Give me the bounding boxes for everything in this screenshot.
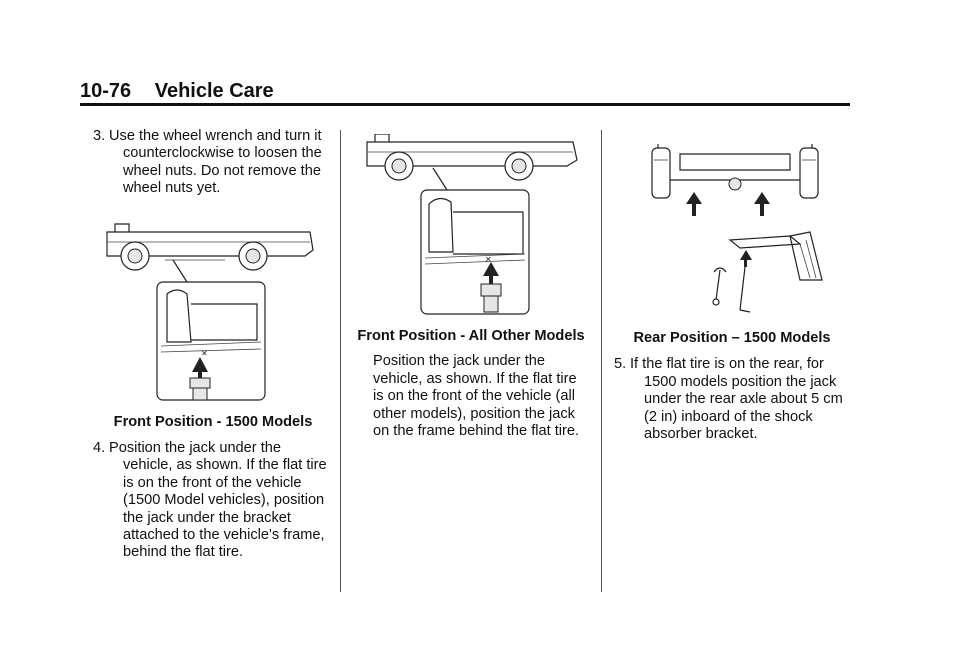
figure-rear-position-1500 [650,140,850,330]
column-1 [93,128,333,562]
step-5-number: 5. [614,356,627,373]
column-divider-1 [340,130,341,592]
step-4-number: 4. [93,440,106,457]
figure-2-caption: Front Position - All Other Models [357,328,585,344]
section-title: Vehicle Care [154,80,274,102]
step-5-text: If the flat tire is on the rear, for 1500 models position the jack under the rear axle about 5 cm (2 in) inboard of the shock absorber bracket. [630,356,843,443]
figure-3-caption: Rear Position – 1500 Models [633,330,831,346]
step-3 [93,128,333,198]
step-5 [614,356,850,443]
step-4 [93,440,333,562]
step-4-text: Position the jack under the vehicle, as shown. If the flat tire is on the front of the vehicle (1500 Model vehicles), position the jack under the bracket attached to the vehicle's frame, behind the flat tire. [109,440,327,561]
column-2 [355,128,587,440]
step-3-number: 3. [93,128,106,144]
header-rule [80,103,850,106]
column-3 [614,128,850,443]
step-3-text: Use the wheel wrench and turn it counterclockwise to loosen the wheel nuts. Do not remove the wheel nuts yet. [109,128,322,197]
page-number: 10-76 [80,80,132,102]
page-header [80,80,274,103]
column-divider-2 [601,130,602,592]
svg-text:✕: ✕ [485,255,492,264]
figure-front-position-1500 [105,222,320,402]
svg-text:✕: ✕ [201,348,208,358]
figure-1-caption: Front Position - 1500 Models [113,413,313,430]
jack-position-paragraph: Position the jack under the vehicle, as shown. If the flat tire is on the front of the vehicle (all other models), position the jack on the frame behind the flat tire. [373,353,580,440]
figure-front-position-other [363,134,583,324]
